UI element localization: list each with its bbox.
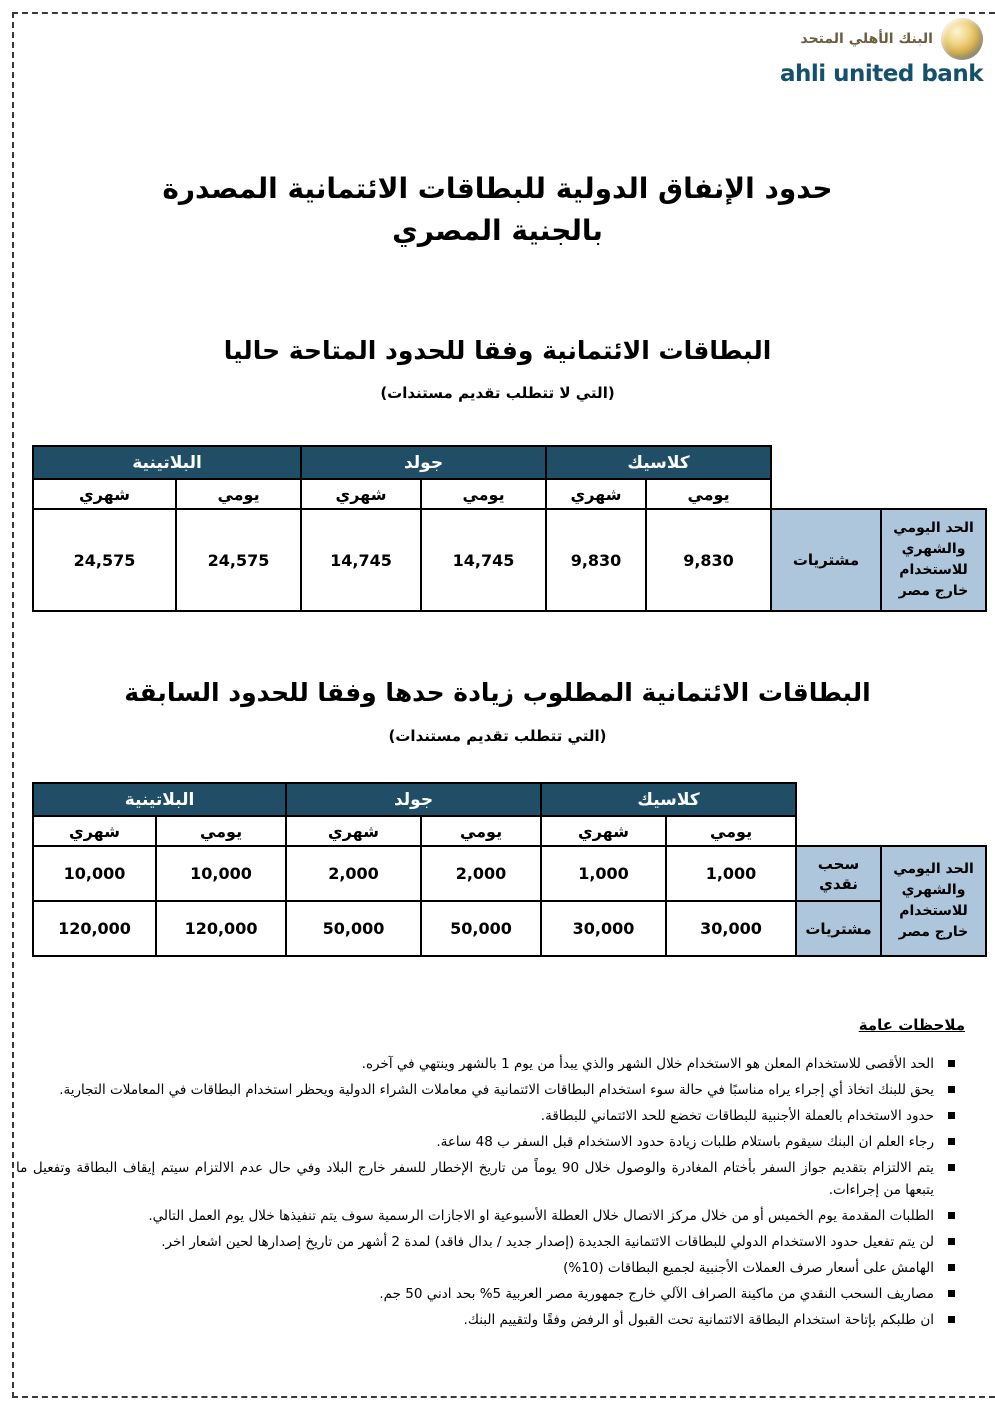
note-text: ان طلبكم بإتاحة استخدام البطاقة الائتمانية تحت القبول أو الرفض وفقًا ولتقييم البنك. — [463, 1312, 934, 1328]
purch-gold-monthly: 50,000 — [286, 901, 421, 956]
purch-platinum-daily: 120,000 — [156, 901, 286, 956]
notes-list — [16, 1053, 955, 1335]
subheader-platinum-monthly: شهري — [33, 816, 156, 846]
cash-gold-daily: 2,000 — [421, 846, 541, 901]
note-text: يتم الالتزام بتقديم جواز السفر بأختام المغادرة والوصول خلال 90 يوماً من تاريخ الإخطار للسفر خارج البلاد وفي حال عدم الالتزام سيتم إيقاف البطاقة وتفعيل ما يتبعها من إجراءات. — [16, 1160, 934, 1198]
card-header-gold: جولد — [286, 783, 541, 816]
value-platinum-daily: 24,575 — [176, 509, 301, 611]
card-header-platinum: البلاتينية — [33, 783, 286, 816]
table1-corner-blank — [771, 446, 986, 509]
current-limits-table — [32, 445, 987, 612]
section2-heading: البطاقات الائتمانية المطلوب زيادة حدها وفقا للحدود السابقة — [124, 678, 871, 707]
subheader-classic-monthly: شهري — [541, 816, 666, 846]
value-platinum-monthly: 24,575 — [33, 509, 176, 611]
card-header-platinum: البلاتينية — [33, 446, 301, 479]
note-item — [16, 1205, 955, 1227]
globe-icon — [941, 18, 983, 60]
document-title — [0, 168, 995, 252]
subheader-gold-monthly: شهري — [286, 816, 421, 846]
note-item — [16, 1257, 955, 1279]
table2-row-label-purchases: مشتريات — [796, 901, 881, 956]
note-text: الحد الأقصى للاستخدام المعلن هو الاستخدام خلال الشهر والذي يبدأ من يوم 1 بالشهر وينتهي في آخره. — [361, 1056, 934, 1072]
square-bullet-icon — [948, 1112, 955, 1119]
subheader-platinum-monthly: شهري — [33, 479, 176, 509]
table2-row-label-cash: سحب نقدي — [796, 846, 881, 901]
note-text: حدود الاستخدام بالعملة الأجنبية للبطاقات تخضع للحد الائتماني للبطاقة. — [540, 1108, 934, 1124]
note-item — [16, 1131, 955, 1153]
subheader-classic-daily: يومي — [666, 816, 796, 846]
note-item — [16, 1105, 955, 1127]
cash-classic-daily: 1,000 — [666, 846, 796, 901]
cash-classic-monthly: 1,000 — [541, 846, 666, 901]
logo-arabic-text: البنك الأهلي المتحد — [800, 31, 933, 47]
table2-corner-blank — [796, 783, 986, 846]
purch-classic-monthly: 30,000 — [541, 901, 666, 956]
subheader-gold-daily: يومي — [421, 479, 546, 509]
card-header-classic: كلاسيك — [541, 783, 796, 816]
square-bullet-icon — [948, 1212, 955, 1219]
value-gold-monthly: 14,745 — [301, 509, 421, 611]
note-text: رجاء العلم ان البنك سيقوم باستلام طلبات زيادة حدود الاستخدام قبل السفر ب 48 ساعة. — [436, 1134, 934, 1150]
subheader-gold-daily: يومي — [421, 816, 541, 846]
section1-heading: البطاقات الائتمانية وفقا للحدود المتاحة حاليا — [223, 336, 772, 365]
card-header-classic: كلاسيك — [546, 446, 771, 479]
note-item — [16, 1157, 955, 1201]
note-text: مصاريف السحب النقدي من ماكينة الصراف الآلي خارج جمهورية مصر العربية 5% بحد ادني 50 جم. — [379, 1286, 934, 1302]
value-gold-daily: 14,745 — [421, 509, 546, 611]
increase-limits-table — [32, 782, 987, 957]
table1-row-label-purchases: مشتريات — [771, 509, 881, 611]
note-item — [16, 1053, 955, 1075]
document-title-line2: بالجنية المصري — [392, 214, 603, 247]
document-title-line1: حدود الإنفاق الدولية للبطاقات الائتمانية المصدرة — [162, 172, 833, 205]
value-classic-daily: 9,830 — [646, 509, 771, 611]
note-text: لن يتم تفعيل حدود الاستخدام الدولي للبطاقات الائتمانية الجديدة (إصدار جديد / بدال فاقد) لمدة 2 أشهر من تاريخ إصدارها لحين اشعار اخر. — [161, 1234, 934, 1250]
value-classic-monthly: 9,830 — [546, 509, 646, 611]
subheader-platinum-daily: يومي — [176, 479, 301, 509]
cash-gold-monthly: 2,000 — [286, 846, 421, 901]
square-bullet-icon — [948, 1238, 955, 1245]
purch-classic-daily: 30,000 — [666, 901, 796, 956]
square-bullet-icon — [948, 1264, 955, 1271]
note-item — [16, 1309, 955, 1331]
square-bullet-icon — [948, 1290, 955, 1297]
subheader-platinum-daily: يومي — [156, 816, 286, 846]
note-item — [16, 1079, 955, 1101]
square-bullet-icon — [948, 1316, 955, 1323]
logo-top-row — [743, 18, 983, 60]
cash-platinum-daily: 10,000 — [156, 846, 286, 901]
square-bullet-icon — [948, 1060, 955, 1067]
section1-subheading: (التي لا تتطلب تقديم مستندات) — [380, 384, 615, 402]
logo-english-text: ahli united bank — [779, 61, 983, 87]
notes-heading: ملاحظات عامة — [858, 1016, 965, 1034]
note-item — [16, 1283, 955, 1305]
note-text: يحق للبنك اتخاذ أي إجراء يراه مناسبًا في حالة سوء استخدام البطاقات الائتمانية في معاملات الشراء الدولية ويحظر استخدام البطاقات في المعاملات التجارية. — [59, 1082, 934, 1098]
square-bullet-icon — [948, 1086, 955, 1093]
subheader-gold-monthly: شهري — [301, 479, 421, 509]
note-text: الطلبات المقدمة يوم الخميس أو من خلال مركز الاتصال خلال العطلة الأسبوعية او الاجازات الرسمية سوف يتم تنفيذها خلال يوم العمل التالي. — [148, 1208, 934, 1224]
table2-row-desc: الحد اليومي والشهري للاستخدام خارج مصر — [881, 846, 986, 956]
cash-platinum-monthly: 10,000 — [33, 846, 156, 901]
square-bullet-icon — [948, 1138, 955, 1145]
table1-row-desc: الحد اليومي والشهري للاستخدام خارج مصر — [881, 509, 986, 611]
note-text: الهامش على أسعار صرف العملات الأجنبية لجميع البطاقات (10%) — [563, 1260, 934, 1276]
card-header-gold: جولد — [301, 446, 546, 479]
note-item — [16, 1231, 955, 1253]
subheader-classic-monthly: شهري — [546, 479, 646, 509]
purch-gold-daily: 50,000 — [421, 901, 541, 956]
subheader-classic-daily: يومي — [646, 479, 771, 509]
purch-platinum-monthly: 120,000 — [33, 901, 156, 956]
section2-subheading: (التي تتطلب تقديم مستندات) — [388, 727, 607, 745]
square-bullet-icon — [948, 1164, 955, 1171]
bank-logo — [743, 18, 983, 87]
